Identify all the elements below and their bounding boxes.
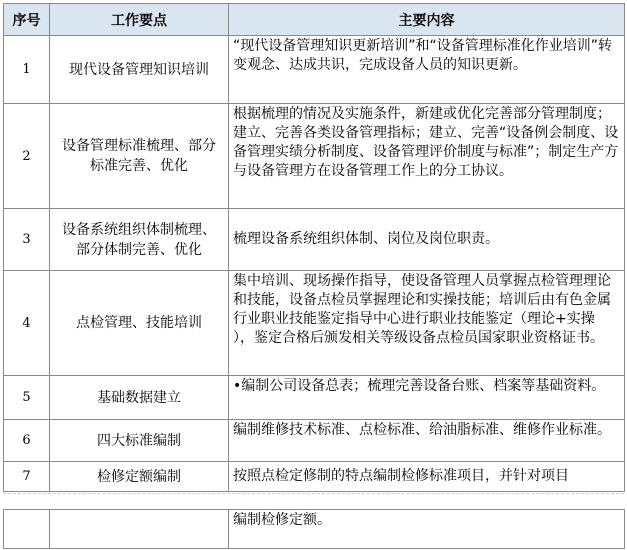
table-row [4,104,625,209]
row-seq [4,510,50,549]
row-content: “现代设备管理知识更新培训”和“设备管理标准化作业培训”转变观念、达成共识，完成设备人员的知识更新。 [229,36,625,104]
row-content: 编制检修定额。 [229,510,625,549]
row-seq: 5 [4,376,50,420]
row-work-point: 设备管理标准梳理、部分标准完善、优化 [50,104,229,209]
row-seq: 6 [4,420,50,462]
header-main-content: 主要内容 [229,4,625,36]
row-work-point: 设备系统组织体制梳理、部分体制完善、优化 [50,209,229,271]
table-row [4,209,625,271]
table-row [4,376,625,420]
table-row [4,36,625,104]
row-work-point: 点检管理、技能培训 [50,271,229,376]
row-content: 根据梳理的情况及实施条件，新建或优化完善部分管理制度；建立、完善各类设备管理指标；建立、完善“设备例会制度、设备管理实绩分析制度、设备管理评价制度与标准”；制定生产方与设备管理方在设备管理工作上的分工协议。 [229,104,625,209]
row-content: 按照点检定修制的特点编制检修标准项目，并针对项目 [229,462,625,492]
row-work-point: 现代设备管理知识培训 [50,36,229,104]
header-work-point: 工作要点 [50,4,229,36]
row-seq: 1 [4,36,50,104]
row-content: 集中培训、现场操作指导，使设备管理人员掌握点检管理理论和技能，设备点检员掌握理论和实操技能；培训后由有色金属行业职业技能鉴定指导中心进行职业技能鉴定（理论+实操 ），鉴定合格后颁发相关等级设备点检员国家职业资格证书。 [229,271,625,376]
row-work-point: 检修定额编制 [50,462,229,492]
table-row [4,462,625,492]
table-row [4,510,625,549]
row-seq: 2 [4,104,50,209]
row-content: •编制公司设备总表；梳理完善设备台账、档案等基础资料。 [229,376,625,420]
row-seq: 7 [4,462,50,492]
row-seq: 4 [4,271,50,376]
row-work-point: 基础数据建立 [50,376,229,420]
table-row [4,420,625,462]
work-points-table [3,3,625,492]
table-row [4,271,625,376]
row-work-point: 四大标准编制 [50,420,229,462]
work-points-table-continuation [3,509,625,549]
row-content: 梳理设备系统组织体制、岗位及岗位职责。 [229,209,625,271]
header-seq: 序号 [4,4,50,36]
row-work-point [50,510,229,549]
table-header-row [4,4,625,36]
page-break-divider [3,493,624,494]
row-seq: 3 [4,209,50,271]
row-content: 编制维修技术标准、点检标准、给油脂标准、维修作业标准。 [229,420,625,462]
